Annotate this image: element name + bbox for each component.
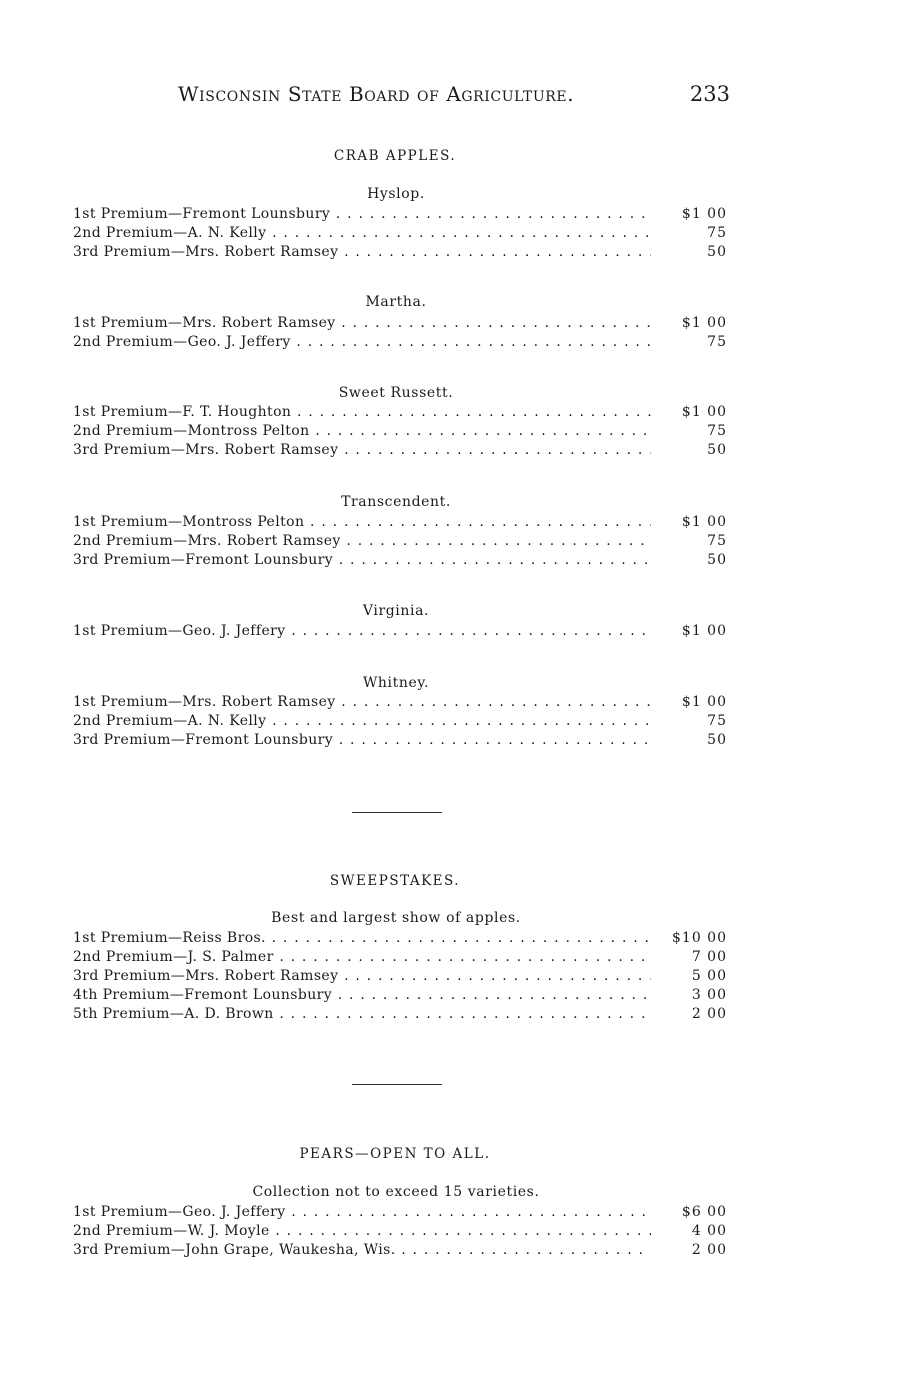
entry-label: 3rd Premium—Mrs. Robert Ramsey . . . [73, 968, 651, 984]
entry-amount: 7 00 [691, 949, 727, 965]
entry-amount: $1 00 [681, 514, 727, 530]
entry-amount: $1 00 [681, 206, 727, 222]
entry-label: 2nd Premium—Geo. J. Jeffery . . . [73, 334, 651, 350]
running-header [178, 82, 730, 110]
premium-entry [73, 694, 727, 713]
entry-label: 2nd Premium—A. N. Kelly . . . [73, 713, 651, 729]
premium-entry [73, 244, 727, 263]
variety-heading-virginia: Virginia. [362, 603, 430, 619]
entry-label: 1st Premium—Mrs. Robert Ramsey . . . [73, 694, 651, 710]
sweepstakes-subheading: Best and largest show of apples. [271, 910, 521, 926]
premium-entry [73, 315, 727, 334]
page-number: 233 [689, 82, 730, 106]
premium-entry [73, 404, 727, 423]
entry-amount: $1 00 [681, 315, 727, 331]
entry-amount: $10 00 [672, 930, 727, 946]
entry-label: 2nd Premium—W. J. Moyle . . . [73, 1223, 651, 1239]
premium-entry [73, 930, 727, 949]
entry-label: 1st Premium—Geo. J. Jeffery . . . [73, 1204, 651, 1220]
entry-amount: 50 [707, 552, 727, 568]
entry-label: 5th Premium—A. D. Brown . . . [73, 1006, 651, 1022]
variety-heading-martha: Martha. [365, 294, 427, 310]
premium-entry [73, 1006, 727, 1025]
entry-amount: 75 [707, 533, 727, 549]
premium-entry [73, 949, 727, 968]
entry-amount: 75 [707, 423, 727, 439]
entry-amount: 5 00 [691, 968, 727, 984]
entry-amount: $6 00 [681, 1204, 727, 1220]
entry-amount: 4 00 [691, 1223, 727, 1239]
entry-label: 1st Premium—Mrs. Robert Ramsey . . . [73, 315, 651, 331]
entry-label: 1st Premium—Fremont Lounsbury . . . [73, 206, 651, 222]
variety-heading-sweet-russett: Sweet Russett. [338, 385, 454, 401]
entry-amount: 3 00 [691, 987, 727, 1003]
crab-apples-heading: CRAB APPLES. [333, 148, 457, 164]
entry-amount: 50 [707, 442, 727, 458]
premium-entry [73, 968, 727, 987]
entry-label: 1st Premium—F. T. Houghton . . . [73, 404, 651, 420]
entry-amount: 75 [707, 225, 727, 241]
entry-amount: 75 [707, 713, 727, 729]
variety-heading-transcendent: Transcendent. [341, 494, 451, 510]
entry-label: 3rd Premium—Fremont Lounsbury . . . [73, 732, 651, 748]
entry-label: 3rd Premium—John Grape, Waukesha, Wis. . . . [73, 1242, 651, 1258]
entry-amount: $1 00 [681, 623, 727, 639]
entry-label: 3rd Premium—Mrs. Robert Ramsey . . . [73, 244, 651, 260]
entry-label: 3rd Premium—Fremont Lounsbury . . . [73, 552, 651, 568]
entry-label: 2nd Premium—Montross Pelton . . . [73, 423, 651, 439]
variety-heading-whitney: Whitney. [362, 675, 430, 691]
entry-amount: $1 00 [681, 694, 727, 710]
entry-label: 1st Premium—Montross Pelton . . . [73, 514, 651, 530]
entry-amount: 75 [707, 334, 727, 350]
premium-entry [73, 713, 727, 732]
premium-entry [73, 987, 727, 1006]
entry-label: 2nd Premium—J. S. Palmer . . . [73, 949, 651, 965]
premium-entry [73, 732, 727, 751]
entry-label: 1st Premium—Geo. J. Jeffery . . . [73, 623, 651, 639]
premium-entry [73, 334, 727, 353]
entry-amount: $1 00 [681, 404, 727, 420]
entry-label: 1st Premium—Reiss Bros. . . . [73, 930, 651, 946]
premium-entry [73, 206, 727, 225]
pears-heading: PEARS—OPEN TO ALL. [299, 1146, 491, 1162]
premium-entry [73, 623, 727, 642]
sweepstakes-heading: SWEEPSTAKES. [329, 873, 461, 889]
section-divider [352, 812, 442, 813]
entry-amount: 50 [707, 244, 727, 260]
variety-heading-hyslop: Hyslop. [367, 186, 425, 202]
premium-entry [73, 225, 727, 244]
entry-amount: 2 00 [691, 1242, 727, 1258]
section-divider [352, 1084, 442, 1085]
entry-label: 2nd Premium—Mrs. Robert Ramsey . . . [73, 533, 651, 549]
premium-entry [73, 533, 727, 552]
entry-label: 3rd Premium—Mrs. Robert Ramsey . . . [73, 442, 651, 458]
premium-entry [73, 442, 727, 461]
pears-subheading: Collection not to exceed 15 varieties. [252, 1184, 540, 1200]
premium-entry [73, 1242, 727, 1261]
running-title: Wisconsin State Board of Agriculture. [178, 82, 575, 106]
premium-entry [73, 514, 727, 533]
entry-amount: 50 [707, 732, 727, 748]
premium-entry [73, 1223, 727, 1242]
premium-entry [73, 1204, 727, 1223]
premium-entry [73, 552, 727, 571]
entry-label: 4th Premium—Fremont Lounsbury . . . [73, 987, 651, 1003]
premium-entry [73, 423, 727, 442]
entry-amount: 2 00 [691, 1006, 727, 1022]
entry-label: 2nd Premium—A. N. Kelly . . . [73, 225, 651, 241]
